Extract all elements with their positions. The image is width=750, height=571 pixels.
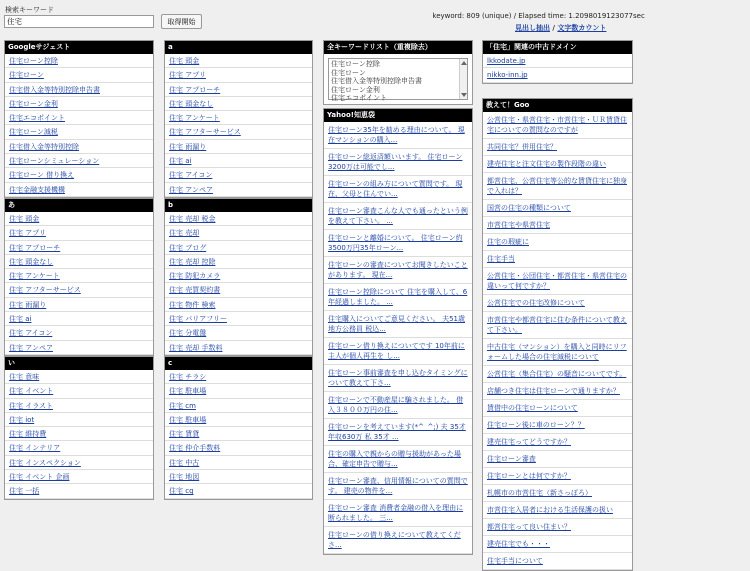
list-item — [165, 154, 312, 168]
list-item — [5, 456, 153, 470]
qa-item-link[interactable]: 住宅ローン事前審査を申し込むタイミングについて教えて下さ... — [328, 369, 468, 387]
goo-item — [483, 268, 632, 295]
list-item — [5, 83, 153, 97]
list-item — [5, 97, 153, 111]
keyword-link[interactable]: 住宅 雨漏り — [9, 300, 47, 309]
list-item — [5, 255, 153, 269]
goo-header: 教えて！Goo — [483, 99, 632, 112]
qa-item-link[interactable]: 住宅ローンを考えています(*^_^;) 夫 35才 年収630万 私 35才 ... — [328, 423, 466, 441]
goo-item-link[interactable]: 市営住宅や県営住宅 — [487, 220, 550, 229]
domain-panel — [482, 40, 633, 84]
heading-extract-link[interactable]: 見出し抽出 — [515, 24, 550, 32]
section-header: Googleサジェスト — [5, 41, 153, 54]
goo-item — [483, 251, 632, 268]
list-item — [5, 427, 153, 441]
keyword-link[interactable]: 住宅 cg — [169, 487, 194, 496]
list-item — [165, 140, 312, 154]
list-item — [165, 255, 312, 269]
section-header: c — [165, 357, 312, 370]
goo-item — [483, 339, 632, 366]
top-bar — [0, 0, 750, 36]
keyword-line: 住宅ローン — [331, 68, 366, 77]
list-item — [165, 470, 312, 484]
keyword-link[interactable]: 住宅ローン — [9, 71, 44, 80]
keyword-link[interactable]: 住宅 アプローチ — [169, 85, 221, 94]
keyword-link[interactable]: 住宅 アイコン — [169, 171, 213, 180]
section-header: い — [5, 357, 153, 370]
keyword-link[interactable]: 住宅 駐車場 — [169, 387, 207, 396]
keyword-link[interactable]: 住宅 cm — [169, 401, 196, 410]
goo-item-link[interactable]: 公営住宅での住宅改修について — [487, 298, 585, 307]
keyword-link[interactable]: 住宅 アフターサービス — [9, 286, 81, 295]
list-item — [5, 154, 153, 168]
suggest-section — [164, 40, 313, 198]
keyword-link[interactable]: 住宅 アンペア — [169, 185, 213, 194]
qa-item-link[interactable]: 住宅ローンと離婚について。 住宅ローン約3500万円35年ローン... — [328, 234, 463, 252]
section-header: あ — [5, 199, 153, 212]
goo-item — [483, 468, 632, 485]
keyword-line: 住宅ローン金利 — [331, 85, 380, 94]
goo-item-link[interactable]: 国営の住宅の種類について — [487, 203, 571, 212]
list-item — [165, 226, 312, 240]
qa-item-link[interactable]: 住宅ローン総返済額いいます。 住宅ローン3200万は可能でし... — [328, 153, 463, 171]
goo-item — [483, 400, 632, 417]
list-item — [165, 399, 312, 413]
section-header: a — [165, 41, 312, 54]
goo-panel — [482, 98, 633, 571]
qa-item-link[interactable]: 住宅ローン35年を勧める理由について。 現在マンションの購入... — [328, 126, 465, 144]
goo-item — [483, 295, 632, 312]
keyword-link[interactable]: 住宅 売却 手数料 — [169, 343, 223, 352]
start-button[interactable]: 取得開始 — [161, 14, 202, 29]
goo-item — [483, 156, 632, 173]
keyword-list-textarea[interactable] — [328, 58, 468, 100]
list-item — [5, 312, 153, 326]
goo-item-link[interactable]: 住宅ローン後に車のローン？？ — [487, 420, 585, 429]
alphabet-column — [164, 40, 313, 571]
keyword-link[interactable]: 住宅 iot — [9, 415, 35, 424]
list-item — [165, 441, 312, 455]
qa-item — [324, 203, 472, 230]
list-item — [5, 441, 153, 455]
goo-item-link[interactable]: 建売住宅ってどうですか？ — [487, 437, 571, 446]
keyword-link[interactable]: 住宅 駐車場 — [169, 415, 207, 424]
status-text: keyword: 809 (unique) / Elapsed time: 1.2098019123077 — [432, 12, 633, 20]
list-item — [165, 341, 312, 355]
qa-item — [324, 527, 472, 554]
goo-item — [483, 502, 632, 519]
qa-item-link[interactable]: 住宅ローン借り換えについてです 10年前に主人が個人再生を し... — [328, 342, 465, 360]
suggest-section — [4, 40, 154, 198]
suggest-section — [4, 356, 154, 500]
list-item — [165, 241, 312, 255]
keyword-link[interactable]: 住宅 ブログ — [169, 243, 207, 252]
list-item — [165, 413, 312, 427]
list-item — [5, 269, 153, 283]
goo-item — [483, 234, 632, 251]
keyword-link[interactable]: 住宅 アプリ — [9, 229, 46, 238]
goo-item — [483, 536, 632, 553]
goo-item-link[interactable]: 公営住宅・公団住宅・都営住宅・県営住宅の違いって何ですか？ — [487, 271, 627, 290]
keyword-link[interactable]: 住宅 アンケート — [9, 272, 60, 281]
keyword-link[interactable]: 住宅 頭金なし — [169, 99, 214, 108]
keyword-link[interactable]: 住宅 防犯カメラ — [169, 272, 221, 281]
list-item — [165, 54, 312, 68]
qa-item-link[interactable]: 住宅ローンの組み方について質問です。 現在、父母と住んでい... — [328, 180, 463, 198]
goo-list — [483, 112, 632, 570]
list-item — [5, 68, 153, 82]
qa-item-link[interactable]: 住宅購入についてご意見ください。 夫51歳 地方公務員 税込... — [328, 315, 465, 333]
keyword-link[interactable]: 住宅 地図 — [169, 473, 200, 482]
keyword-link[interactable]: 住宅 頭金 — [169, 57, 200, 65]
list-item — [5, 283, 153, 297]
list-item — [165, 212, 312, 226]
keyword-link[interactable]: 住宅 アフターサービス — [169, 128, 241, 137]
keyword-link[interactable]: 住宅 イベント — [9, 387, 54, 396]
keyword-link[interactable]: 住宅 賃貸 — [169, 430, 200, 439]
list-item — [165, 456, 312, 470]
goo-item — [483, 217, 632, 234]
list-item — [5, 140, 153, 154]
list-item — [5, 168, 153, 182]
keyword-link[interactable]: 住宅 イベント 企画 — [9, 473, 70, 482]
keyword-link[interactable]: 住宅 アイコン — [9, 329, 53, 338]
qa-item — [324, 149, 472, 176]
list-item — [5, 413, 153, 427]
list-item — [165, 326, 312, 340]
goo-item-link[interactable]: 住宅ローンとは何ですか？ — [487, 471, 571, 480]
list-item — [5, 54, 153, 68]
list-item — [165, 283, 312, 297]
qa-item-link[interactable]: 住宅ローンの借り換えについて教えてくださ... — [328, 531, 461, 549]
goo-item — [483, 139, 632, 156]
google-suggest-column — [4, 40, 154, 571]
list-item — [5, 298, 153, 312]
qa-item — [324, 446, 472, 473]
list-item — [165, 312, 312, 326]
list-item — [165, 370, 312, 384]
goo-item-link[interactable]: 都営住宅って良い住まい？ — [487, 522, 571, 531]
domain-item — [483, 54, 632, 68]
suggest-section — [164, 198, 313, 356]
suggest-section — [164, 356, 313, 500]
keyword-link[interactable]: 住宅 売却 控除 — [169, 257, 216, 266]
keyword-list-lines — [331, 60, 465, 103]
keyword-link[interactable]: 住宅 意味 — [9, 372, 40, 381]
qa-item — [324, 473, 472, 500]
list-item — [5, 326, 153, 340]
list-item — [5, 111, 153, 125]
keyword-link[interactable]: 住宅 一括 — [9, 487, 40, 496]
link-separator: / — [550, 24, 558, 32]
keyword-line: 住宅借入金等特別控除申告書 — [331, 77, 422, 85]
list-item — [165, 298, 312, 312]
keyword-line: 住宅ローン控除 — [331, 60, 380, 68]
goo-item-link[interactable]: 共同住宅？併用住宅？ — [487, 142, 557, 151]
keyword-line: 住宅エコポイント — [331, 94, 387, 102]
yahoo-qa-panel — [323, 108, 473, 555]
keyword-link[interactable]: 住宅 アプリ — [169, 71, 206, 80]
suggest-section — [4, 198, 154, 356]
qa-item-link[interactable]: 住宅ローンで不動産屋に騙されました。 借入３８００万円の住... — [328, 396, 464, 414]
yahoo-qa-header: Yahoo!知恵袋 — [324, 109, 472, 122]
qa-item — [324, 392, 472, 419]
keyword-link[interactable]: 住宅 チラシ — [169, 372, 207, 381]
keyword-link[interactable]: 住宅 雨漏り — [169, 142, 207, 151]
qa-item — [324, 311, 472, 338]
domain-goo-column — [482, 40, 633, 571]
keyword-link[interactable]: 住宅ローン 借り換え — [9, 171, 75, 180]
goo-item — [483, 200, 632, 217]
keyword-link[interactable]: 住宅 インスペクション — [9, 458, 81, 467]
keyword-link[interactable]: 住宅 売却 — [169, 229, 200, 238]
keyword-link[interactable]: 住宅 売買契約書 — [169, 286, 221, 295]
goo-item-link[interactable]: 市営住宅入居者における生活保護の扱い — [487, 505, 613, 514]
goo-item-link[interactable]: 公営住宅（集合住宅）の騒音についてです。 — [487, 369, 627, 378]
list-item — [165, 111, 312, 125]
goo-item — [483, 485, 632, 502]
list-item — [5, 226, 153, 240]
keyword-link[interactable]: 住宅 アンケート — [169, 114, 220, 123]
qa-item-link[interactable]: 住宅ローン審査、信用情報についての質問です。 建売の物件を... — [328, 477, 468, 495]
domain-header: 「住宅」関連の中古ドメイン — [483, 41, 632, 54]
goo-item-link[interactable]: 住宅手当について — [487, 556, 543, 565]
goo-item — [483, 173, 632, 200]
keyword-link[interactable]: 住宅 ai — [169, 157, 192, 166]
goo-item-link[interactable]: 都営住宅、公営住宅等公的な賃貸住宅に独身で入れは？ — [487, 176, 627, 195]
keyword-link[interactable]: 住宅 ai — [9, 315, 32, 324]
goo-item-link[interactable]: 建売住宅でも・・・ — [487, 539, 550, 548]
keyword-link[interactable]: 住宅 仲介手数料 — [169, 444, 221, 453]
keyword-link[interactable]: 住宅ローン控除 — [9, 57, 58, 65]
qa-item — [324, 338, 472, 365]
scroll-down-icon[interactable] — [461, 93, 467, 97]
list-item — [165, 125, 312, 139]
list-item — [165, 97, 312, 111]
list-item — [165, 68, 312, 82]
list-item — [5, 341, 153, 355]
goo-item — [483, 451, 632, 468]
goo-item-link[interactable]: 住宅の瑕疵に — [487, 237, 529, 246]
scroll-up-icon[interactable] — [461, 61, 467, 65]
keyword-link[interactable]: 住宅 アンペア — [9, 343, 53, 352]
status-unit: sec — [633, 12, 645, 20]
keyword-link[interactable]: 住宅借入金等特別控除 — [9, 142, 79, 151]
list-item — [5, 399, 153, 413]
qa-item-link[interactable]: 住宅ローン審査こんな人でも通ったという例を教えて下さい。 ... — [328, 207, 468, 225]
qa-item — [324, 176, 472, 203]
goo-item-link[interactable]: 中古住宅（マンション）を購入と同時にリフォームした場合の住宅減税について — [487, 342, 627, 361]
qa-item — [324, 500, 472, 527]
goo-item-link[interactable]: 店舗つき住宅は住宅ローンで通りますか？ — [487, 386, 620, 395]
keyword-link[interactable]: 住宅金融支援機構 — [9, 185, 65, 194]
qa-item — [324, 284, 472, 311]
goo-item-link[interactable]: 住宅手当 — [487, 254, 515, 263]
goo-item — [483, 553, 632, 570]
domain-item-link[interactable]: lkkodate.jp — [487, 57, 526, 65]
goo-item — [483, 366, 632, 383]
list-item — [5, 183, 153, 197]
keyword-link[interactable]: 住宅ローン減税 — [9, 128, 58, 137]
list-item — [5, 125, 153, 139]
list-item — [165, 384, 312, 398]
goo-item — [483, 383, 632, 400]
section-header: b — [165, 199, 312, 212]
goo-item-link[interactable]: 札幌市の市営住宅（新さっぽろ） — [487, 488, 592, 497]
keyword-link[interactable]: 住宅 イラスト — [9, 401, 54, 410]
keyword-link[interactable]: 住宅 維持費 — [9, 430, 47, 439]
keyword-link[interactable]: 住宅 頭金 — [9, 214, 40, 223]
keyword-link[interactable]: 住宅 売却 税金 — [169, 214, 216, 223]
goo-item — [483, 417, 632, 434]
list-item — [5, 212, 153, 226]
keyword-list-panel — [323, 40, 473, 105]
goo-item-link[interactable]: 公営住宅・県営住宅・市営住宅・ＵＲ賃貸住宅についての質問なのですが — [487, 115, 627, 134]
qa-item — [324, 365, 472, 392]
goo-item — [483, 112, 632, 139]
list-item — [165, 427, 312, 441]
qa-item — [324, 419, 472, 446]
yahoo-qa-list — [324, 122, 472, 554]
list-item — [5, 470, 153, 484]
keyword-link[interactable]: 住宅 アプローチ — [9, 243, 61, 252]
keyword-link[interactable]: 住宅 バリアフリー — [169, 315, 227, 324]
goo-item-link[interactable]: 住宅ローン審査 — [487, 454, 536, 463]
goo-item-link[interactable]: 市営住宅や都営住宅に住む条件について教えて下さい。 — [487, 315, 627, 334]
list-item — [165, 83, 312, 97]
search-label: 検索キーワード — [5, 6, 54, 14]
list-item — [165, 183, 312, 197]
list-item — [5, 384, 153, 398]
keyword-link[interactable]: 住宅ローン金利 — [9, 99, 58, 108]
qa-item — [324, 257, 472, 284]
keyword-link[interactable]: 住宅 頭金なし — [9, 257, 54, 266]
list-item — [165, 168, 312, 182]
tool-links — [515, 23, 606, 33]
qa-item-link[interactable]: 住宅ローン控除について 住宅を購入して、6年経過しました。 ... — [328, 288, 468, 306]
list-item — [165, 484, 312, 498]
goo-item — [483, 519, 632, 536]
keyword-link[interactable]: 住宅 分電盤 — [169, 329, 207, 338]
keyword-link[interactable]: 住宅エコポイント — [9, 114, 65, 123]
goo-item — [483, 312, 632, 339]
keyword-link[interactable]: 住宅 物件 検索 — [169, 300, 216, 309]
keyword-link[interactable]: 住宅 インテリア — [9, 444, 61, 453]
domain-item-link[interactable]: nikko-inn.jp — [487, 71, 528, 80]
qa-item-link[interactable]: 住宅の購入で親からの贈与援助があった場合、確定申告で贈与... — [328, 450, 461, 468]
keyword-qa-column — [323, 40, 473, 571]
goo-item-link[interactable]: 賃借中の住宅ローンについて — [487, 403, 578, 412]
domain-list — [483, 54, 632, 83]
goo-item — [483, 434, 632, 451]
list-item — [5, 241, 153, 255]
textarea-scrollbar[interactable] — [459, 59, 467, 99]
keyword-link[interactable]: 住宅借入金等特別控除申告書 — [9, 85, 100, 94]
search-input[interactable] — [4, 15, 154, 28]
list-item — [5, 370, 153, 384]
qa-item-link[interactable]: 住宅ローン審査 消費者金融の借入を理由に断られました。 三... — [328, 504, 464, 522]
list-item — [165, 269, 312, 283]
domain-item — [483, 68, 632, 82]
goo-item-link[interactable]: 建売住宅と注文住宅の製作段階の違い — [487, 159, 606, 168]
qa-item — [324, 122, 472, 149]
qa-item — [324, 230, 472, 257]
list-item — [5, 484, 153, 498]
keyword-list-header: 全キーワードリスト（重複除去） — [324, 41, 472, 54]
keyword-link[interactable]: 住宅 中古 — [169, 458, 200, 467]
char-count-link[interactable]: 文字数カウント — [557, 24, 607, 32]
qa-item-link[interactable]: 住宅ローンの審査についてお聞きしたいことがあります。 現在... — [328, 261, 468, 279]
keyword-link[interactable]: 住宅ローンシミュレーション — [9, 157, 100, 166]
